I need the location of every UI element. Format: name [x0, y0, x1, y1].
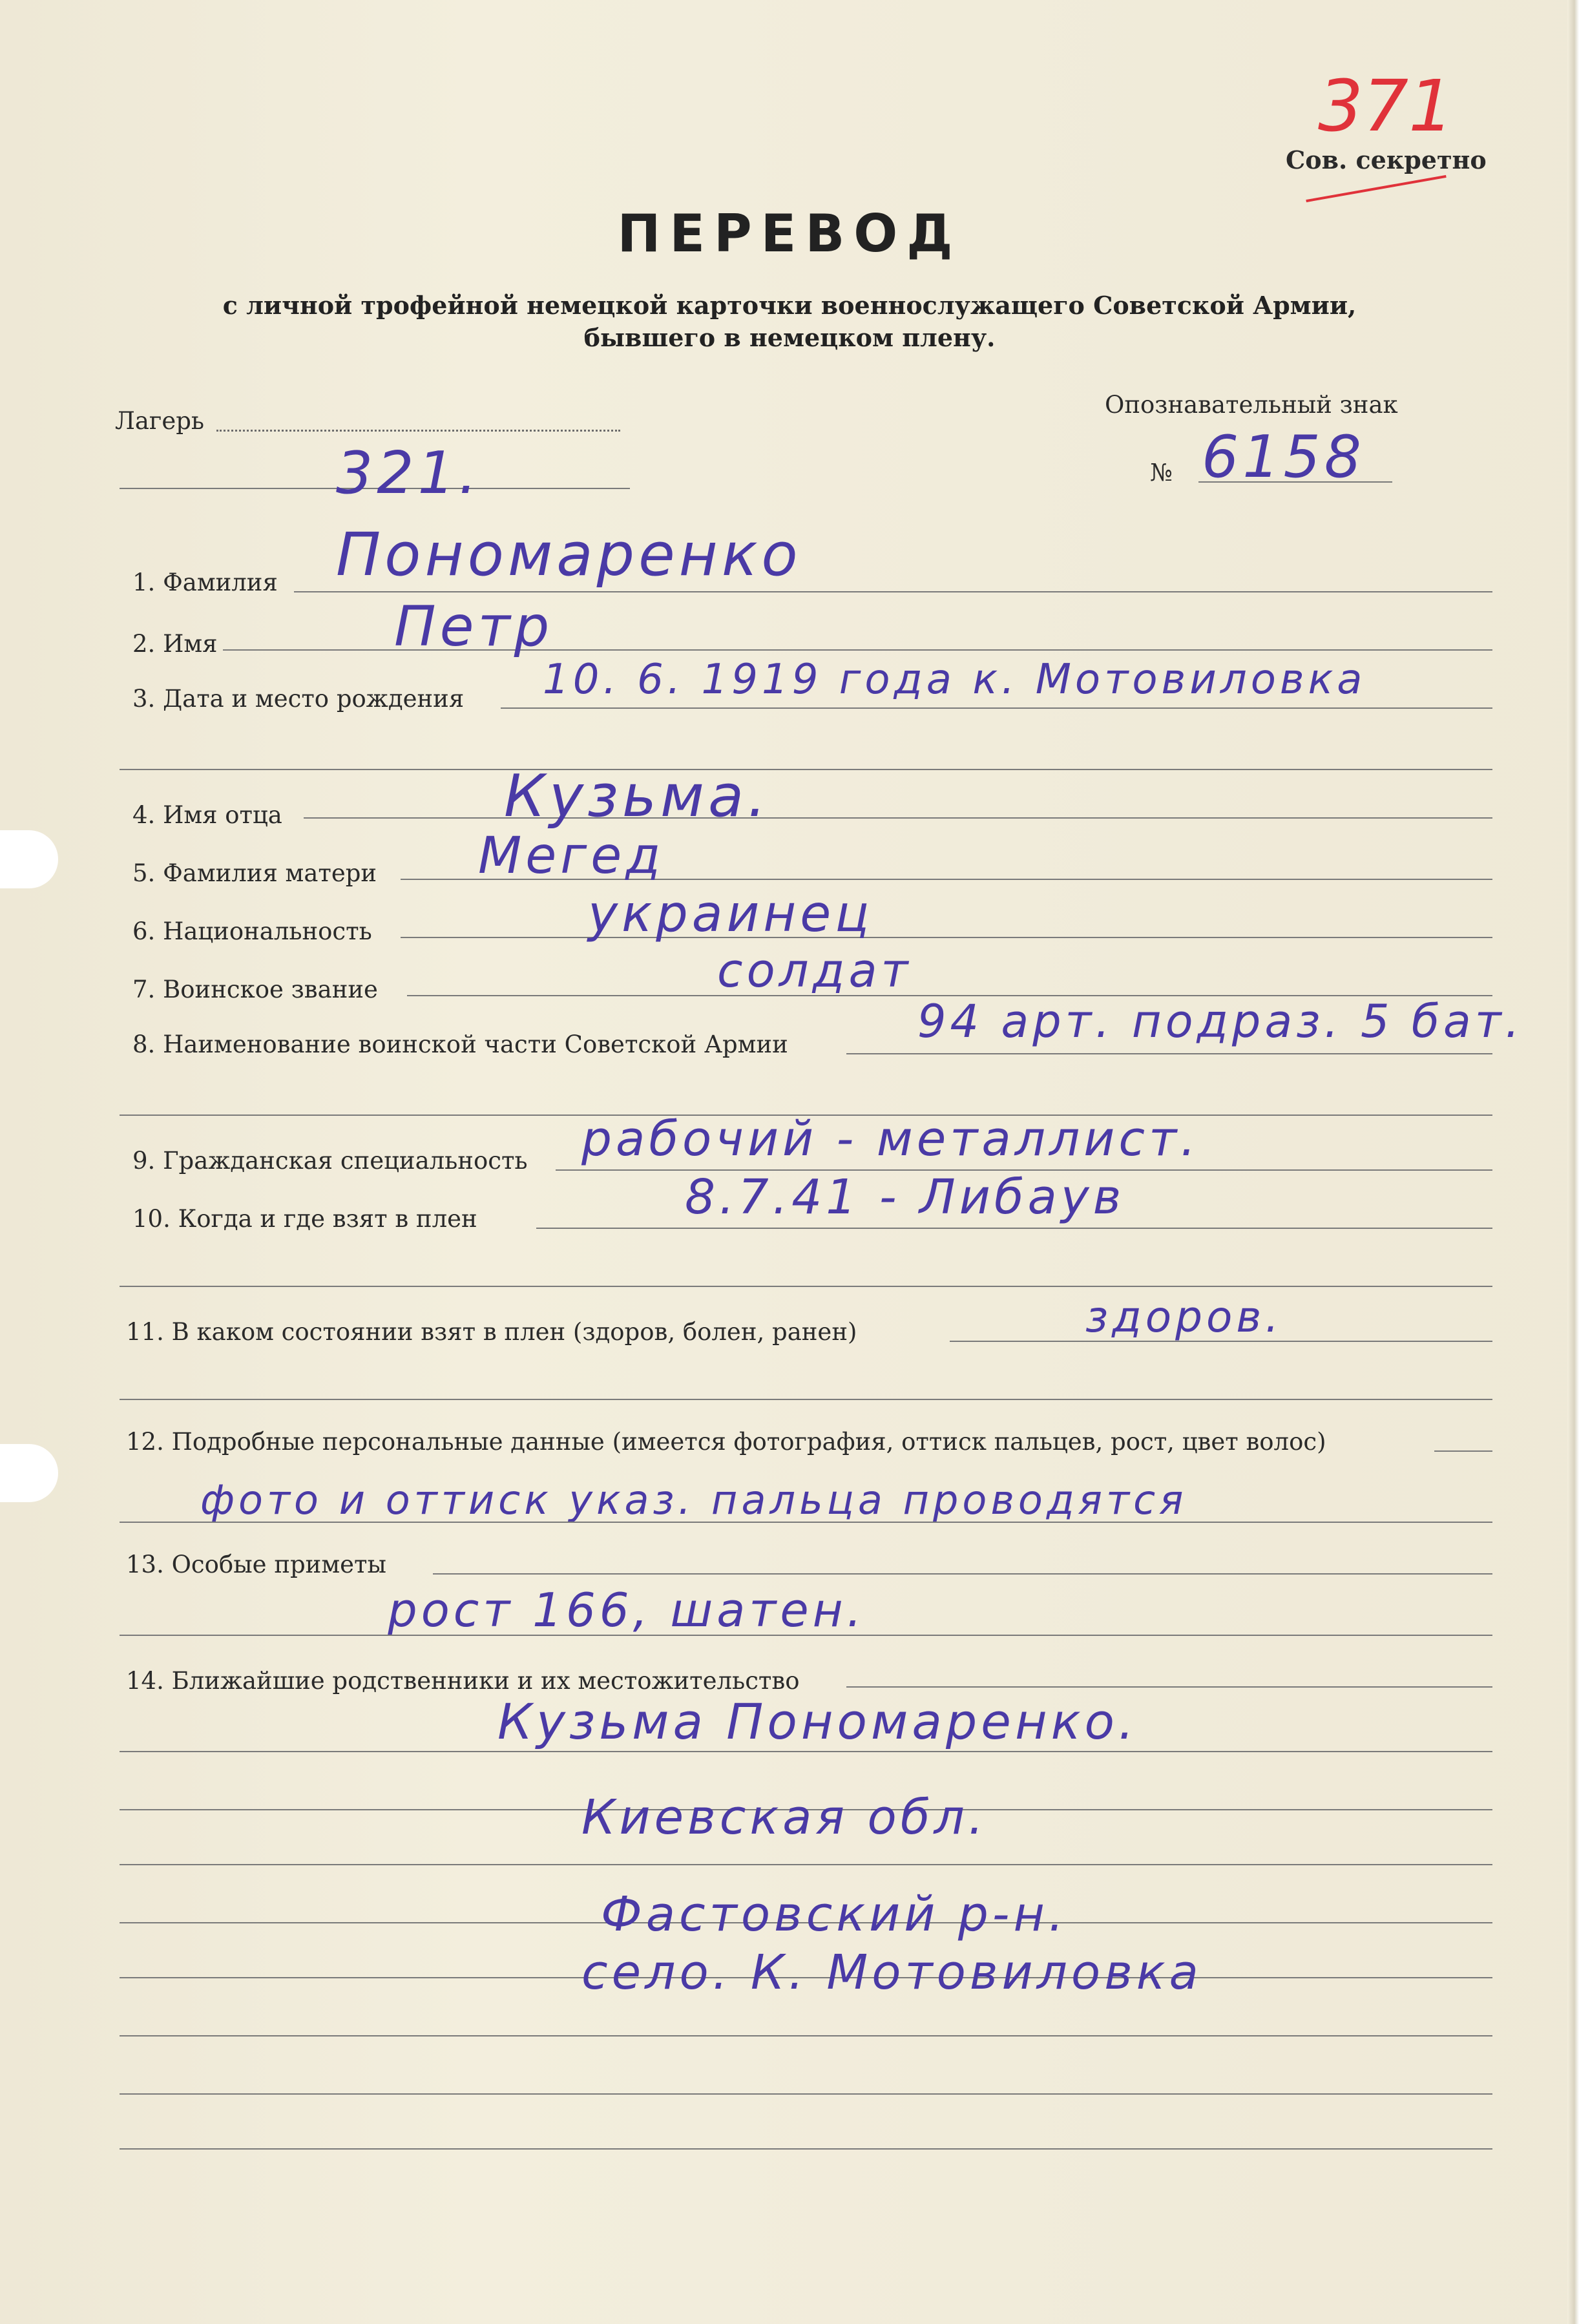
field-1-line [294, 591, 1492, 592]
classification-label: Сов. секретно [1286, 145, 1487, 174]
address-line-1: Киевская обл. [581, 1790, 988, 1845]
field-14-line [846, 1686, 1492, 1688]
field-12-extra-line [120, 1522, 1492, 1523]
field-2-label: 2. Имя [132, 630, 218, 658]
field-12-line [1434, 1450, 1492, 1452]
field-6-value: украинец [588, 885, 873, 943]
address-line-3: село. К. Мотовиловка [581, 1945, 1202, 2000]
id-tag-value: 6158 [1202, 423, 1366, 491]
field-10-value: 8.7.41 - Либаув [685, 1169, 1125, 1225]
field-13-label: 13. Особые приметы [126, 1551, 386, 1578]
field-10-line [536, 1228, 1492, 1229]
field-8-value: 94 арт. подраз. 5 бат. [917, 995, 1523, 1048]
field-3-label: 3. Дата и место рождения [132, 685, 465, 713]
punch-hole-lower [0, 1444, 58, 1502]
subtitle-line-2: бывшего в немецком плену. [583, 323, 996, 352]
id-tag-label: Опознавательный знак [1105, 391, 1398, 419]
field-1-label: 1. Фамилия [132, 569, 278, 596]
field-14-label: 14. Ближайшие родственники и их местожительство [126, 1667, 800, 1695]
field-7-label: 7. Воинское звание [132, 976, 378, 1003]
field-4-label: 4. Имя отца [132, 801, 282, 829]
field-11-extra-line [120, 1399, 1492, 1400]
field-5-value: Мегед [478, 827, 665, 885]
red-underline [1306, 175, 1446, 202]
id-number-prefix: № [1150, 459, 1173, 487]
field-13-extra-line [120, 1635, 1492, 1636]
field-3-line [501, 707, 1492, 709]
field-10-label: 10. Когда и где взят в плен [132, 1205, 477, 1233]
field-9-label: 9. Гражданская специальность [132, 1147, 528, 1175]
field-8-line [846, 1053, 1492, 1054]
field-6-label: 6. Национальность [132, 917, 372, 945]
camp-value: 321. [336, 439, 481, 507]
field-13-value: рост 166, шатен. [388, 1583, 866, 1637]
ruled-line-3 [120, 1864, 1492, 1865]
camp-dotline [216, 430, 620, 432]
field-9-value: рабочий - металлист. [581, 1111, 1200, 1167]
field-7-value: солдат [717, 943, 912, 998]
address-line-2: Фастовский р-н. [601, 1887, 1068, 1942]
field-10-extra-line [120, 1286, 1492, 1287]
subtitle-line-1: с личной трофейной немецкой карточки военнослужащего Советской Армии, [222, 291, 1357, 320]
field-11-label: 11. В каком состоянии взят в плен (здоров, болен, ранен) [126, 1318, 857, 1346]
field-11-value: здоров. [1085, 1292, 1283, 1342]
field-2-value: Петр [394, 594, 554, 659]
archive-number: 371 [1318, 65, 1454, 147]
field-13-line [433, 1573, 1492, 1575]
field-4-line [304, 817, 1492, 819]
field-6-line [401, 937, 1492, 938]
ruled-line-7 [120, 2093, 1492, 2095]
field-3-value: 10. 6. 1919 года к. Мотовиловка [543, 656, 1366, 704]
ruled-line-1 [120, 1751, 1492, 1752]
ruled-line-6 [120, 2035, 1492, 2036]
field-12-value: фото и оттиск указ. пальца проводятся [200, 1476, 1187, 1523]
field-3-extra-line [120, 769, 1492, 770]
field-14-value: Кузьма Пономаренко. [497, 1693, 1138, 1750]
field-1-value: Пономаренко [336, 520, 802, 589]
field-8-label: 8. Наименование воинской части Советской Армии [132, 1031, 788, 1058]
field-4-value: Кузьма. [504, 762, 770, 830]
camp-label: Лагерь [115, 407, 205, 435]
ruled-line-8 [120, 2148, 1492, 2150]
page-title: ПЕРЕВОД [617, 204, 962, 264]
field-5-label: 5. Фамилия матери [132, 859, 377, 887]
punch-hole-upper [0, 830, 58, 888]
field-12-label: 12. Подробные персональные данные (имеется фотография, оттиск пальцев, рост, цвет волос) [126, 1428, 1326, 1456]
